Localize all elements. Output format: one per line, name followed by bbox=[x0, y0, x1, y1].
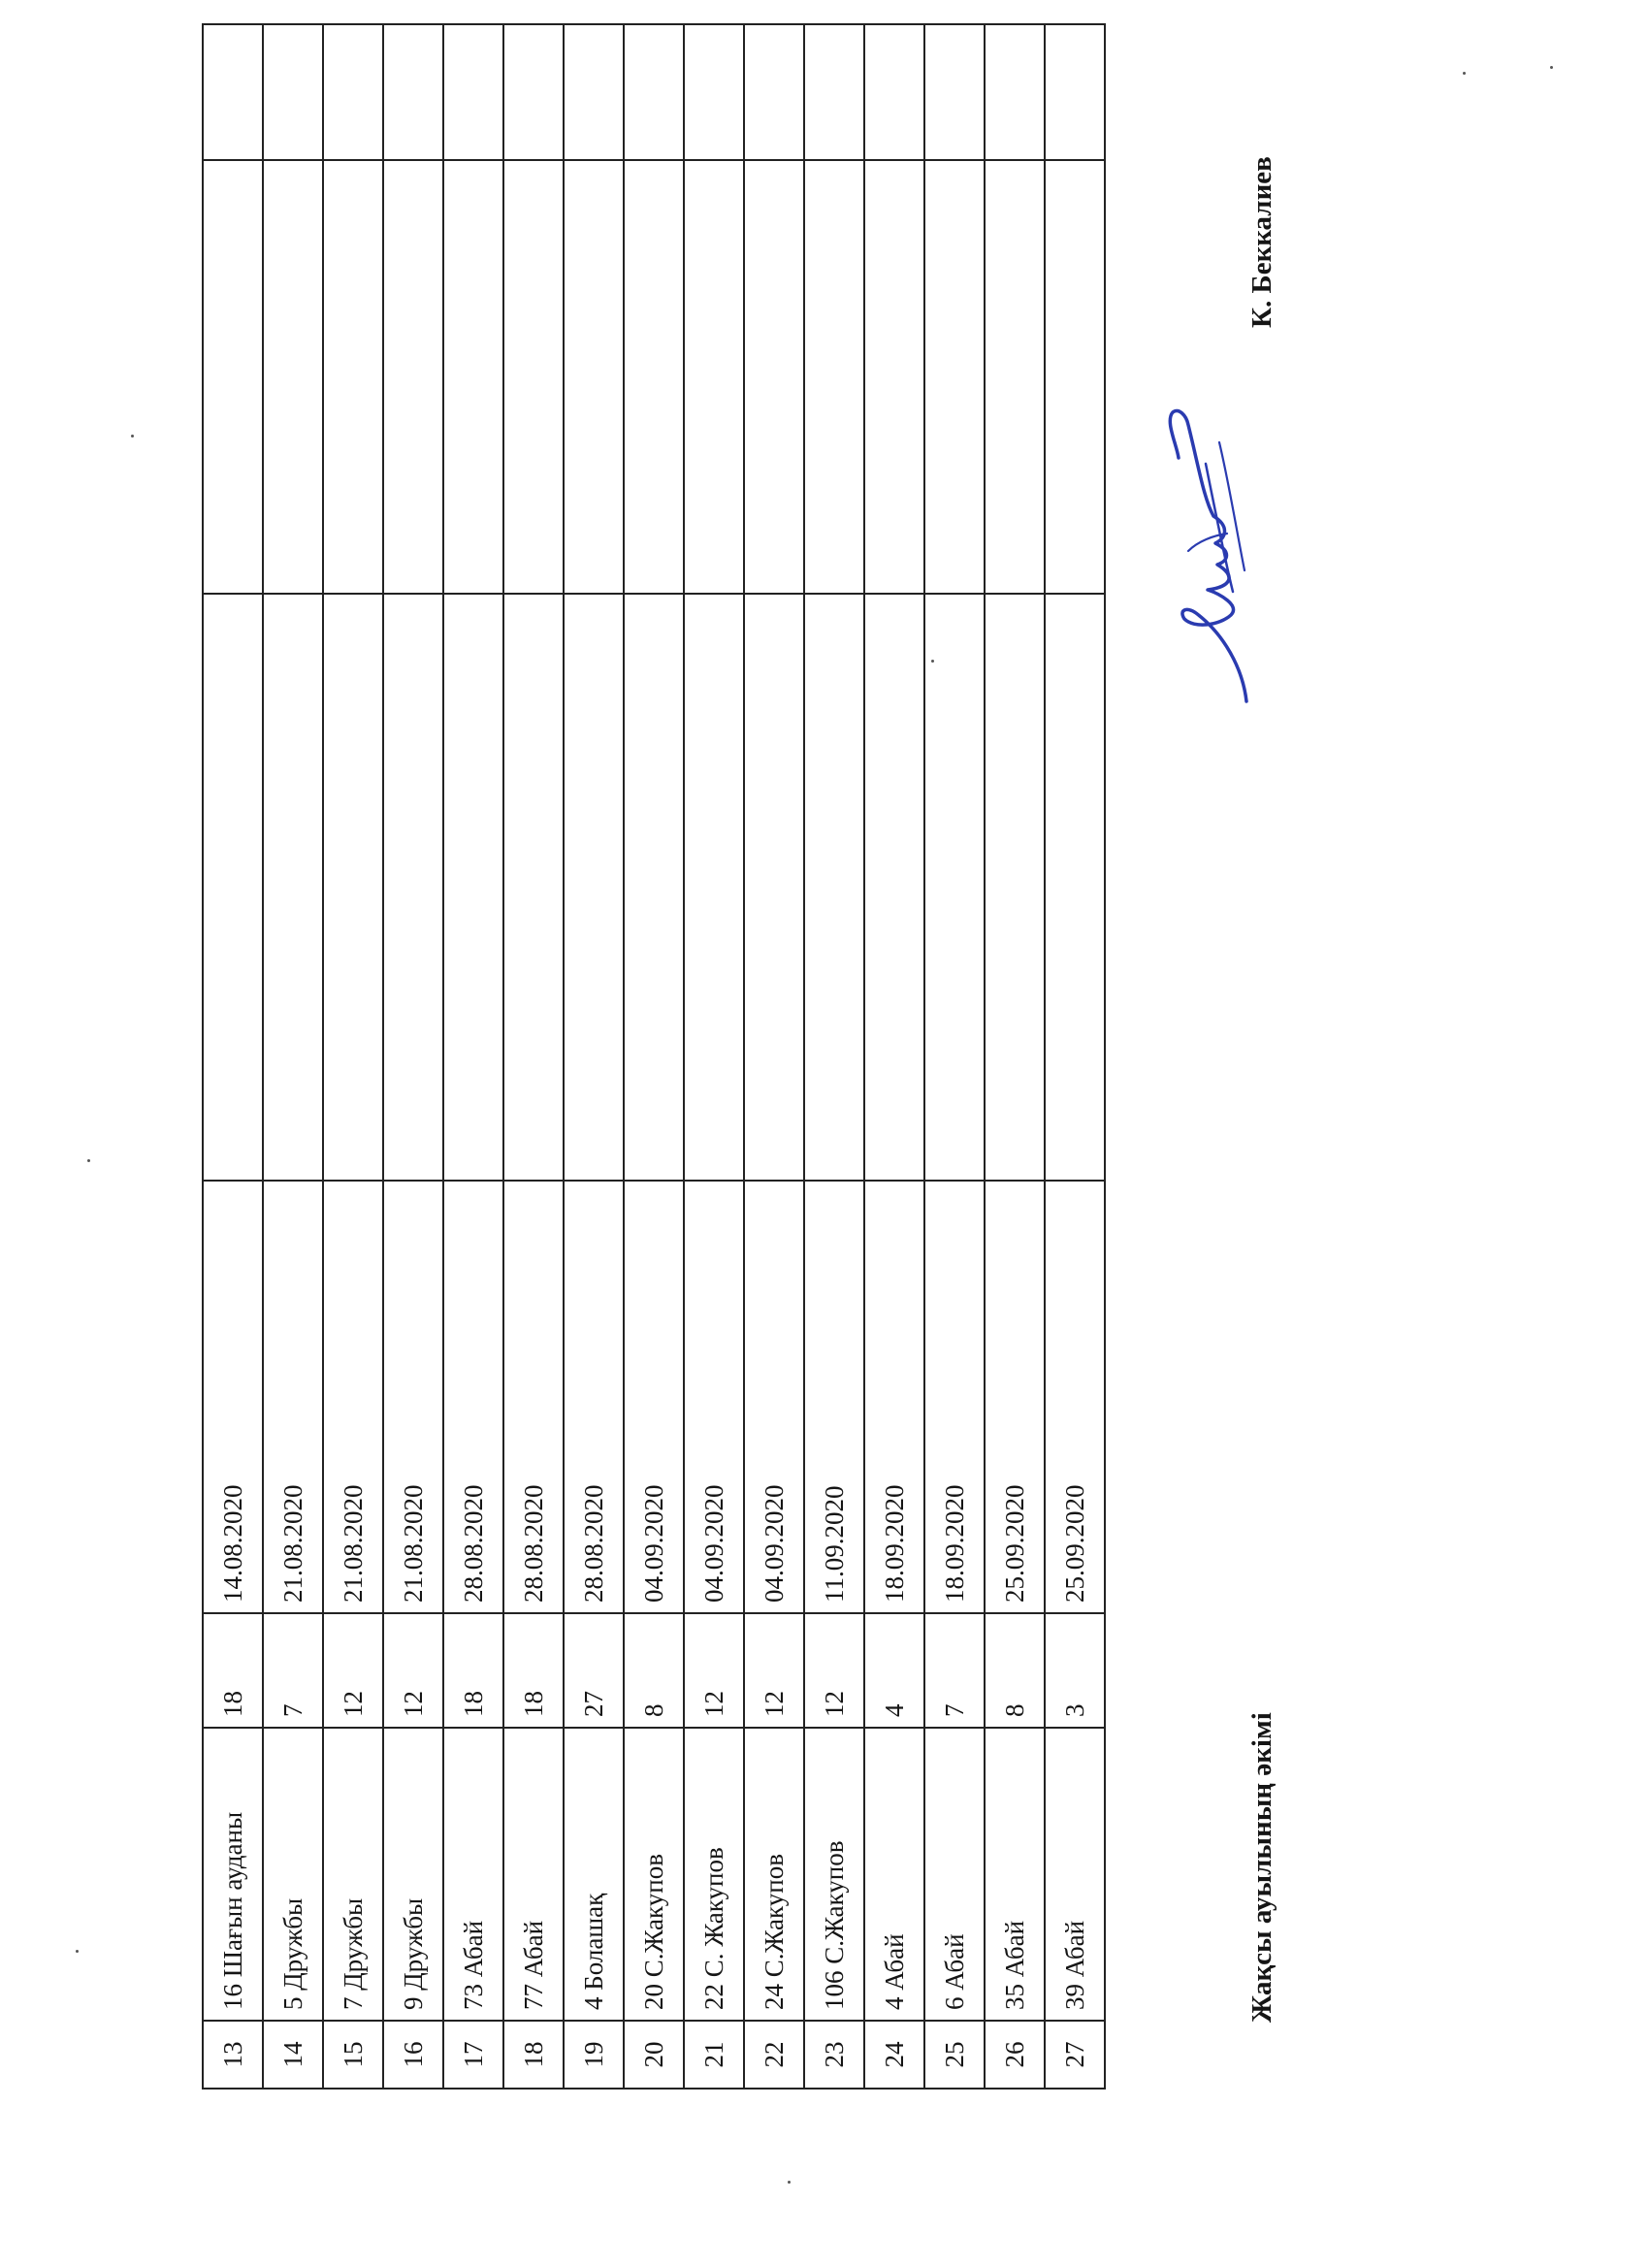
empty-cell bbox=[744, 594, 804, 1181]
empty-cell bbox=[443, 24, 503, 160]
row-count: 7 bbox=[924, 1613, 985, 1728]
table-row bbox=[203, 24, 263, 2089]
row-address: 73 Абай bbox=[443, 1728, 503, 2021]
row-number: 14 bbox=[263, 2021, 323, 2089]
row-count: 4 bbox=[864, 1613, 924, 1728]
empty-cell bbox=[684, 24, 744, 160]
row-count: 8 bbox=[985, 1613, 1045, 1728]
empty-cell bbox=[684, 594, 744, 1181]
row-count: 3 bbox=[1045, 1613, 1105, 1728]
empty-cell bbox=[684, 160, 744, 594]
scan-speck bbox=[1550, 66, 1553, 69]
empty-cell bbox=[263, 594, 323, 1181]
table-row bbox=[263, 24, 323, 2089]
scan-speck bbox=[1463, 72, 1466, 75]
empty-cell bbox=[624, 594, 684, 1181]
table-row bbox=[443, 24, 503, 2089]
row-count: 8 bbox=[624, 1613, 684, 1728]
row-date: 28.08.2020 bbox=[503, 1181, 564, 1613]
empty-cell bbox=[503, 24, 564, 160]
row-count: 27 bbox=[564, 1613, 624, 1728]
row-date: 25.09.2020 bbox=[1045, 1181, 1105, 1613]
signatory-name: К. Беккалиев bbox=[1246, 156, 1277, 328]
row-number: 16 bbox=[383, 2021, 443, 2089]
row-date: 25.09.2020 bbox=[985, 1181, 1045, 1613]
empty-cell bbox=[503, 160, 564, 594]
row-number: 25 bbox=[924, 2021, 985, 2089]
row-date: 18.09.2020 bbox=[924, 1181, 985, 1613]
empty-cell bbox=[323, 160, 383, 594]
row-address: 106 С.Жакупов bbox=[804, 1728, 864, 2021]
table-row bbox=[684, 24, 744, 2089]
empty-cell bbox=[443, 594, 503, 1181]
row-address: 24 С.Жакупов bbox=[744, 1728, 804, 2021]
row-number: 20 bbox=[624, 2021, 684, 2089]
table-row bbox=[1045, 24, 1105, 2089]
empty-cell bbox=[985, 594, 1045, 1181]
empty-cell bbox=[804, 24, 864, 160]
row-address: 4 Болашақ bbox=[564, 1728, 624, 2021]
empty-cell bbox=[383, 160, 443, 594]
row-address: 9 Дружбы bbox=[383, 1728, 443, 2021]
row-date: 21.08.2020 bbox=[383, 1181, 443, 1613]
empty-cell bbox=[985, 160, 1045, 594]
scan-speck bbox=[76, 1950, 79, 1953]
row-number: 17 bbox=[443, 2021, 503, 2089]
signatory-title: Жақсы ауылының әкімі bbox=[1246, 1712, 1277, 2023]
empty-cell bbox=[564, 24, 624, 160]
empty-cell bbox=[924, 160, 985, 594]
row-count: 12 bbox=[383, 1613, 443, 1728]
empty-cell bbox=[564, 160, 624, 594]
row-number: 24 bbox=[864, 2021, 924, 2089]
empty-cell bbox=[203, 24, 263, 160]
empty-cell bbox=[203, 160, 263, 594]
row-date: 28.08.2020 bbox=[443, 1181, 503, 1613]
table-row bbox=[804, 24, 864, 2089]
row-number: 23 bbox=[804, 2021, 864, 2089]
empty-cell bbox=[864, 594, 924, 1181]
row-number: 27 bbox=[1045, 2021, 1105, 2089]
table-row bbox=[924, 24, 985, 2089]
scan-speck bbox=[931, 660, 934, 663]
row-count: 18 bbox=[503, 1613, 564, 1728]
scan-speck bbox=[87, 1159, 90, 1162]
empty-cell bbox=[864, 160, 924, 594]
empty-cell bbox=[1045, 594, 1105, 1181]
row-date: 21.08.2020 bbox=[263, 1181, 323, 1613]
row-date: 04.09.2020 bbox=[624, 1181, 684, 1613]
row-address: 6 Абай bbox=[924, 1728, 985, 2021]
empty-cell bbox=[203, 594, 263, 1181]
row-number: 21 bbox=[684, 2021, 744, 2089]
row-date: 28.08.2020 bbox=[564, 1181, 624, 1613]
empty-cell bbox=[1045, 160, 1105, 594]
row-address: 16 Шағын ауданы bbox=[203, 1728, 263, 2021]
row-number: 15 bbox=[323, 2021, 383, 2089]
row-address: 4 Абай bbox=[864, 1728, 924, 2021]
row-address: 5 Дружбы bbox=[263, 1728, 323, 2021]
empty-cell bbox=[744, 160, 804, 594]
table-row bbox=[985, 24, 1045, 2089]
table-row bbox=[744, 24, 804, 2089]
empty-cell bbox=[744, 24, 804, 160]
empty-cell bbox=[985, 24, 1045, 160]
empty-cell bbox=[323, 594, 383, 1181]
row-address: 35 Абай bbox=[985, 1728, 1045, 2021]
empty-cell bbox=[1045, 24, 1105, 160]
empty-cell bbox=[263, 24, 323, 160]
row-date: 04.09.2020 bbox=[684, 1181, 744, 1613]
empty-cell bbox=[443, 160, 503, 594]
table-row bbox=[564, 24, 624, 2089]
row-date: 18.09.2020 bbox=[864, 1181, 924, 1613]
empty-cell bbox=[503, 594, 564, 1181]
row-count: 12 bbox=[323, 1613, 383, 1728]
row-count: 12 bbox=[684, 1613, 744, 1728]
table-row bbox=[503, 24, 564, 2089]
schedule-table bbox=[202, 23, 1106, 2090]
row-address: 77 Абай bbox=[503, 1728, 564, 2021]
row-number: 18 bbox=[503, 2021, 564, 2089]
empty-cell bbox=[924, 594, 985, 1181]
row-number: 26 bbox=[985, 2021, 1045, 2089]
row-count: 12 bbox=[804, 1613, 864, 1728]
empty-cell bbox=[383, 24, 443, 160]
row-count: 18 bbox=[203, 1613, 263, 1728]
row-number: 13 bbox=[203, 2021, 263, 2089]
row-count: 12 bbox=[744, 1613, 804, 1728]
empty-cell bbox=[564, 594, 624, 1181]
empty-cell bbox=[804, 160, 864, 594]
row-address: 22 С. Жакупов bbox=[684, 1728, 744, 2021]
row-count: 18 bbox=[443, 1613, 503, 1728]
row-address: 20 С.Жакупов bbox=[624, 1728, 684, 2021]
scan-speck bbox=[788, 2181, 791, 2184]
empty-cell bbox=[864, 24, 924, 160]
table-row bbox=[624, 24, 684, 2089]
row-date: 04.09.2020 bbox=[744, 1181, 804, 1613]
row-date: 21.08.2020 bbox=[323, 1181, 383, 1613]
scan-speck bbox=[131, 435, 134, 437]
row-date: 14.08.2020 bbox=[203, 1181, 263, 1613]
row-number: 22 bbox=[744, 2021, 804, 2089]
empty-cell bbox=[323, 24, 383, 160]
table-row bbox=[383, 24, 443, 2089]
table-row bbox=[323, 24, 383, 2089]
empty-cell bbox=[383, 594, 443, 1181]
handwritten-signature bbox=[1159, 386, 1271, 706]
row-address: 7 Дружбы bbox=[323, 1728, 383, 2021]
row-address: 39 Абай bbox=[1045, 1728, 1105, 2021]
empty-cell bbox=[624, 160, 684, 594]
table-row bbox=[864, 24, 924, 2089]
empty-cell bbox=[263, 160, 323, 594]
empty-cell bbox=[804, 594, 864, 1181]
empty-cell bbox=[924, 24, 985, 160]
row-date: 11.09.2020 bbox=[804, 1181, 864, 1613]
row-count: 7 bbox=[263, 1613, 323, 1728]
row-number: 19 bbox=[564, 2021, 624, 2089]
empty-cell bbox=[624, 24, 684, 160]
